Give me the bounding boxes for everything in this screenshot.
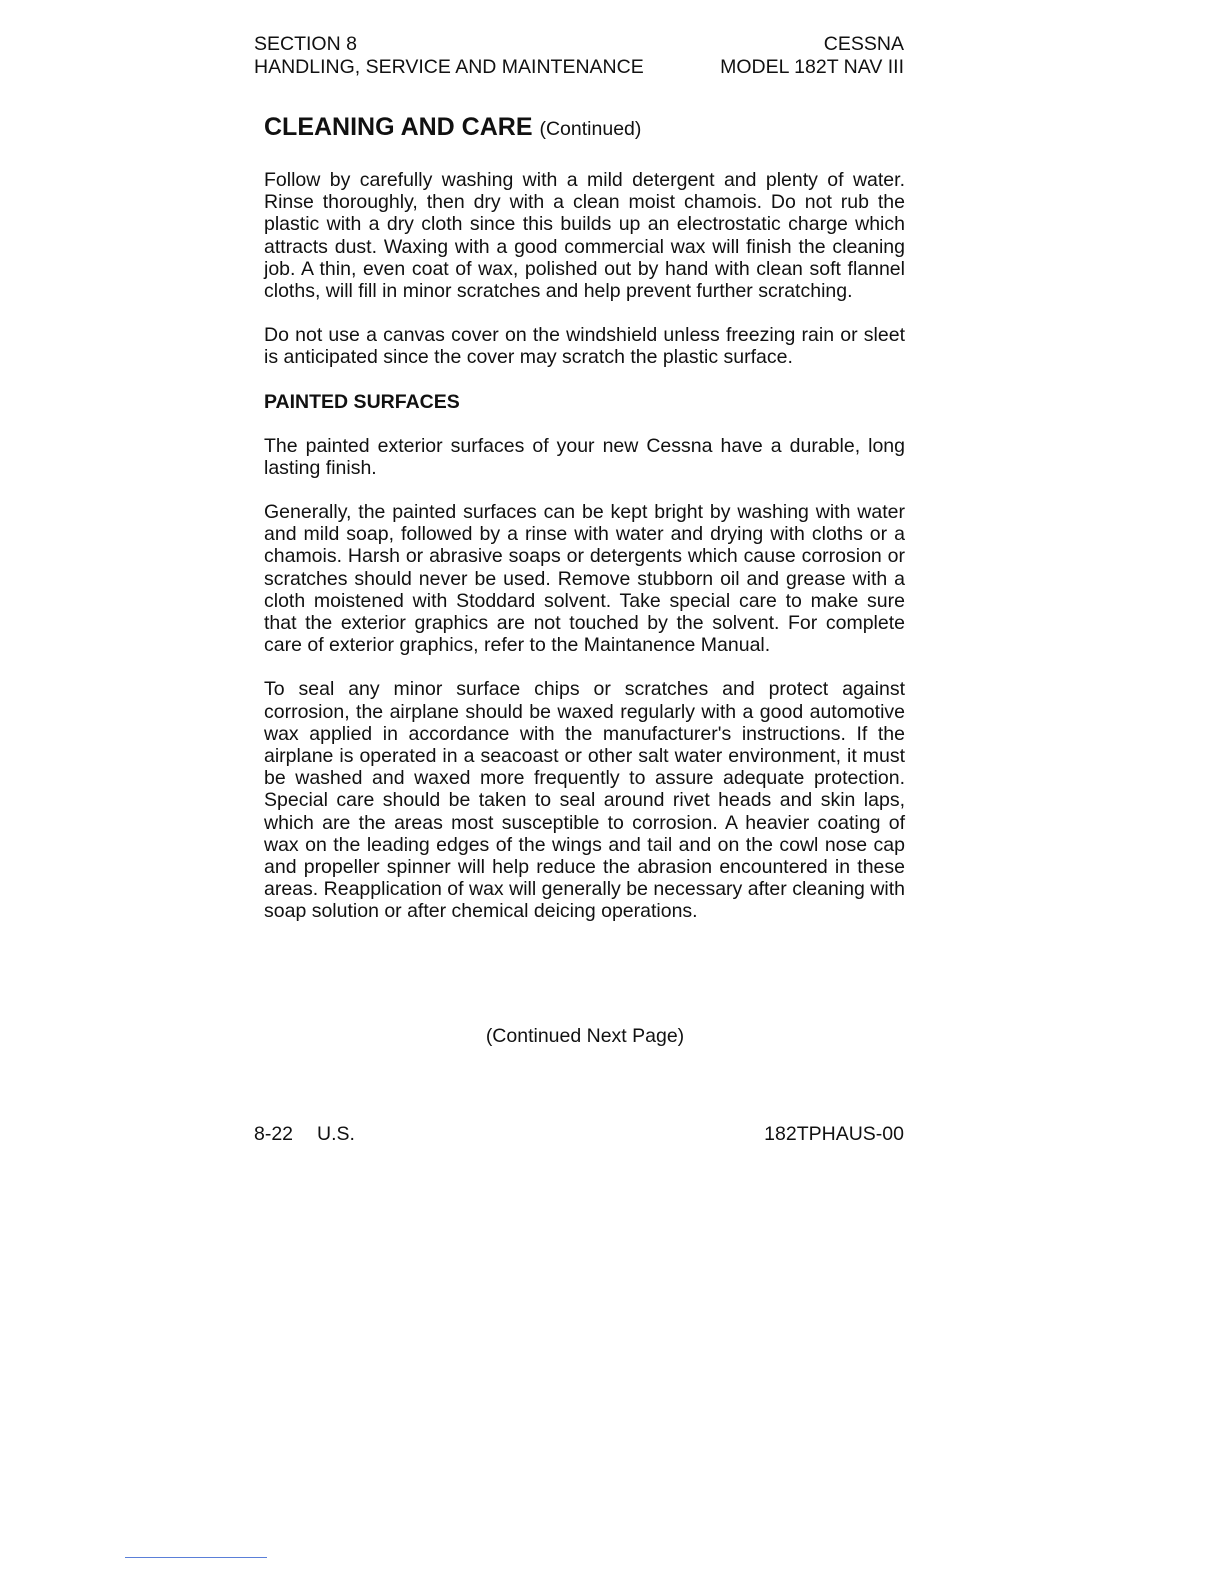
page-header-right (720, 33, 904, 79)
paragraph-painted-care: Generally, the painted surfaces can be kept bright by washing with water and mild soap, followed by a rinse with water and drying with cloths or a chamois. Harsh or abrasive soaps or detergents which cause corrosion or scratches should never be used. Remove stubborn oil and grease with a cloth moistened with Stoddard solvent. Take special care to make sure that the exterior graphics are not touched by the solvent. For complete care of exterior graphics, refer to the Maintanence Manual. (264, 501, 905, 657)
paragraph-canvas-cover: Do not use a canvas cover on the windshield unless freezing rain or sleet is anticipated since the cover may scratch the plastic surface. (264, 324, 905, 369)
title-text: CLEANING AND CARE (264, 113, 533, 141)
section-title: HANDLING, SERVICE AND MAINTENANCE (254, 56, 644, 78)
page-footer-left (254, 1123, 355, 1146)
page-header-left (254, 33, 644, 79)
manufacturer-label: CESSNA (823, 33, 904, 55)
section-label: SECTION 8 (254, 33, 357, 55)
continued-next-page: (Continued Next Page) (485, 1025, 685, 1047)
page-title (264, 112, 905, 144)
paragraph-washing: Follow by carefully washing with a mild detergent and plenty of water. Rinse thoroughly, then dry with a clean moist chamois. Do not rub the plastic with a dry cloth since this builds up an electrostatic charge which attracts dust. Waxing with a good commercial wax will finish the cleaning job. A thin, even coat of wax, polished out by hand with clean soft flannel cloths, will fill in minor scratches and help prevent further scratching. (264, 169, 905, 303)
subheading-painted-surfaces: PAINTED SURFACES (264, 390, 460, 413)
bottom-divider (125, 1557, 267, 1558)
model-label: MODEL 182T NAV III (720, 56, 904, 78)
title-continued: (Continued) (539, 118, 642, 140)
region-label: U.S. (317, 1123, 355, 1145)
paragraph-finish: The painted exterior surfaces of your new Cessna have a durable, long lasting finish. (264, 434, 905, 479)
page-body (264, 112, 905, 945)
document-id: 182TPHAUS-00 (764, 1123, 904, 1145)
paragraph-waxing: To seal any minor surface chips or scratches and protect against corrosion, the airplane should be waxed regularly with a good automotive wax applied in accordance with the manufacturer's instructions. If the airplane is operated in a seacoast or other salt water environment, it must be washed and waxed more frequently to assure adequate protection. Special care should be taken to seal around rivet heads and skin laps, which are the areas most susceptible to corrosion. A heavier coating of wax on the leading edges of the wings and tail and on the cowl nose cap and propeller spinner will help reduce the abrasion encountered in these areas. Reapplication of wax will generally be necessary after cleaning with soap solution or after chemical deicing operations. (264, 678, 905, 923)
page-number: 8-22 (254, 1123, 294, 1145)
